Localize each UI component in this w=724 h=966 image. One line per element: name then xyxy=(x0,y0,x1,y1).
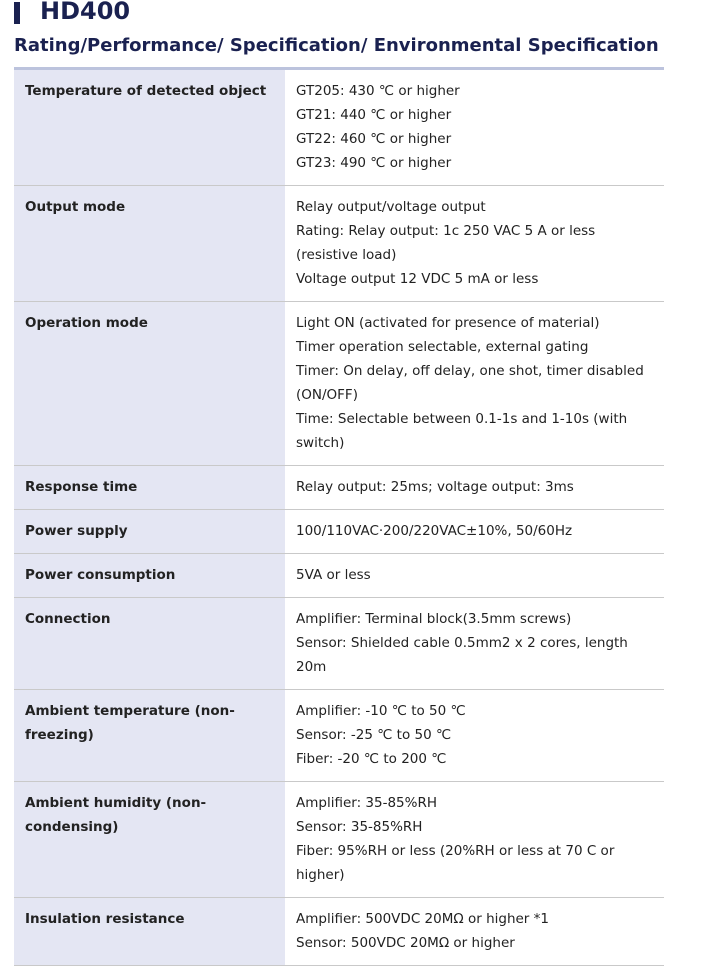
spec-label: Operation mode xyxy=(14,302,285,466)
spec-value-line: GT205: 430 ℃ or higher xyxy=(296,83,460,99)
spec-value-line: Amplifier: 35-85%RH xyxy=(296,795,438,811)
page-subtitle: Rating/Performance/ Specification/ Environmental Specification xyxy=(14,35,659,56)
spec-value-line: Sensor: Shielded cable 0.5mm2 x 2 cores, length 20m xyxy=(296,635,628,675)
spec-value xyxy=(285,598,664,690)
title-row xyxy=(0,0,724,26)
spec-row xyxy=(14,782,664,898)
spec-value xyxy=(285,554,664,598)
spec-value-line: Rating: Relay output: 1c 250 VAC 5 A or less (resistive load) xyxy=(296,223,596,263)
spec-value xyxy=(285,510,664,554)
spec-value-line: Voltage output 12 VDC 5 mA or less xyxy=(296,271,539,287)
spec-table xyxy=(14,67,664,966)
spec-value-line: 5VA or less xyxy=(296,567,371,583)
spec-value xyxy=(285,302,664,466)
spec-label: Power supply xyxy=(14,510,285,554)
spec-value-line: Amplifier: Terminal block(3.5mm screws) xyxy=(296,611,572,627)
spec-label: Connection xyxy=(14,598,285,690)
spec-value-line: Time: Selectable between 0.1-1s and 1-10s (with switch) xyxy=(296,411,628,451)
page-title: HD400 xyxy=(40,0,131,25)
spec-value xyxy=(285,466,664,510)
spec-value-line: Amplifier: 500VDC 20MΩ or higher *1 xyxy=(296,911,549,927)
spec-value-line: Amplifier: -10 ℃ to 50 ℃ xyxy=(296,703,466,719)
spec-value-line: Sensor: -25 ℃ to 50 ℃ xyxy=(296,727,452,743)
spec-row xyxy=(14,510,664,554)
spec-value xyxy=(285,69,664,186)
spec-value xyxy=(285,782,664,898)
spec-row xyxy=(14,466,664,510)
title-accent-bar xyxy=(14,2,20,24)
spec-value-line: GT22: 460 ℃ or higher xyxy=(296,131,452,147)
spec-table-body xyxy=(14,69,664,966)
spec-row xyxy=(14,598,664,690)
spec-value-line: Timer: On delay, off delay, one shot, timer disabled (ON/OFF) xyxy=(296,363,644,403)
spec-row xyxy=(14,554,664,598)
spec-value xyxy=(285,898,664,966)
spec-value-line: Fiber: -20 ℃ to 200 ℃ xyxy=(296,751,447,767)
spec-value-line: Relay output/voltage output xyxy=(296,199,486,215)
spec-value-line: Fiber: 95%RH or less (20%RH or less at 70 C or higher) xyxy=(296,843,615,883)
spec-label: Output mode xyxy=(14,186,285,302)
spec-label: Ambient temperature (non-freezing) xyxy=(14,690,285,782)
spec-value-line: Sensor: 500VDC 20MΩ or higher xyxy=(296,935,515,951)
spec-value-line: Timer operation selectable, external gating xyxy=(296,339,589,355)
spec-value xyxy=(285,186,664,302)
spec-value xyxy=(285,690,664,782)
spec-label: Power consumption xyxy=(14,554,285,598)
spec-value-line: Sensor: 35-85%RH xyxy=(296,819,423,835)
spec-label: Temperature of detected object xyxy=(14,69,285,186)
spec-value-line: Light ON (activated for presence of material) xyxy=(296,315,600,331)
spec-row xyxy=(14,186,664,302)
spec-value-line: GT21: 440 ℃ or higher xyxy=(296,107,452,123)
spec-value-line: Relay output: 25ms; voltage output: 3ms xyxy=(296,479,574,495)
spec-row xyxy=(14,898,664,966)
spec-row xyxy=(14,690,664,782)
spec-label: Response time xyxy=(14,466,285,510)
spec-label: Ambient humidity (non-condensing) xyxy=(14,782,285,898)
spec-row xyxy=(14,69,664,186)
spec-label: Insulation resistance xyxy=(14,898,285,966)
spec-row xyxy=(14,302,664,466)
spec-value-line: GT23: 490 ℃ or higher xyxy=(296,155,452,171)
spec-value-line: 100/110VAC·200/220VAC±10%, 50/60Hz xyxy=(296,523,573,539)
